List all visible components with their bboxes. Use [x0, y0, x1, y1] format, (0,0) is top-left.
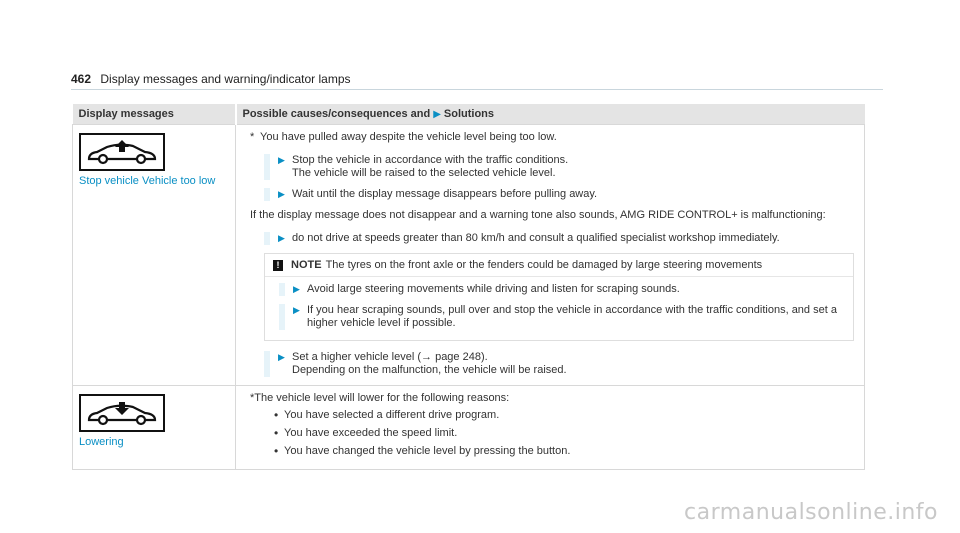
step-arrow-icon: ▶ — [293, 284, 300, 294]
solution-step — [264, 154, 854, 180]
warning-icon: ! — [273, 260, 283, 271]
col-header-display-messages: Display messages — [73, 104, 236, 125]
list-item: • You have exceeded the speed limit. — [274, 427, 854, 440]
step-arrow-icon: ▶ — [278, 189, 285, 199]
malfunction-paragraph: If the display message does not disappear and a warning tone also sounds, AMG RIDE CONTROL+ is malfunctioning: — [250, 209, 826, 221]
col-header-causes-text: Possible causes/consequences and — [242, 108, 431, 120]
step-arrow-icon: ▶ — [293, 305, 300, 315]
car-raise-icon — [79, 133, 165, 171]
step-text: Wait until the display message disappears before pulling away. — [292, 188, 598, 200]
page-header — [71, 72, 351, 86]
solution-step — [264, 232, 854, 245]
solution-arrow-icon: ▶ — [433, 109, 441, 120]
col-header-causes-solutions — [236, 104, 865, 125]
car-lower-icon — [79, 394, 165, 432]
note-header — [265, 254, 853, 277]
solution-step — [264, 188, 854, 201]
step-text-cont: higher vehicle level if possible. — [307, 317, 456, 329]
cause-text-content: The vehicle level will lower for the following reasons: — [254, 392, 510, 404]
table-row — [73, 386, 865, 470]
note-step — [279, 304, 845, 330]
step-arrow-icon: ▶ — [278, 155, 285, 165]
causes-solutions-cell — [236, 386, 865, 470]
causes-solutions-cell — [236, 125, 865, 386]
table-row — [73, 125, 865, 386]
step-arrow-icon: ▶ — [278, 352, 285, 362]
step-result-text: Depending on the malfunction, the vehicle will be raised. — [292, 364, 567, 376]
message-cell — [73, 125, 236, 386]
col-header-solutions-text: Solutions — [443, 108, 495, 120]
list-item: • You have selected a different drive program. — [274, 409, 854, 422]
cause-text: *The vehicle level will lower for the following reasons: — [250, 392, 510, 404]
lowering-message-label: Lowering — [79, 436, 124, 448]
table-header-row — [73, 104, 865, 125]
cause-text: * You have pulled away despite the vehicle level being too low. — [250, 131, 557, 143]
watermark: carmanualsonline.info — [684, 500, 938, 525]
step-text: If you hear scraping sounds, pull over and stop the vehicle in accordance with the traffic conditions, and set a — [307, 304, 837, 316]
cause-text-content: You have pulled away despite the vehicle level being too low. — [260, 131, 557, 143]
note-text: The tyres on the front axle or the fenders could be damaged by large steering movements — [325, 259, 763, 271]
list-item: • You have changed the vehicle level by pressing the button. — [274, 445, 854, 458]
page-number: 462 — [71, 72, 92, 86]
page-title: Display messages and warning/indicator lamps — [100, 72, 351, 86]
reasons-list — [274, 409, 854, 458]
note-body — [265, 277, 853, 340]
page-reference-text: Set a higher vehicle level (→ page 248). — [292, 351, 488, 363]
message-cell — [73, 386, 236, 470]
step-text: Avoid large steering movements while driving and listen for scraping sounds. — [307, 283, 680, 295]
stop-vehicle-message-label: Stop vehicle Vehicle too low — [79, 175, 216, 187]
note-box — [264, 253, 854, 341]
step-result-text: The vehicle will be raised to the selected vehicle level. — [292, 167, 556, 179]
display-messages-table — [72, 104, 865, 470]
solution-step — [264, 351, 854, 377]
step-arrow-icon: ▶ — [278, 233, 285, 243]
note-step — [279, 283, 845, 296]
step-text: do not drive at speeds greater than 80 km/h and consult a qualified specialist workshop immediately. — [292, 232, 780, 244]
header-divider — [71, 89, 883, 90]
note-title: NOTE — [291, 259, 322, 271]
step-text: Stop the vehicle in accordance with the traffic conditions. — [292, 154, 569, 166]
